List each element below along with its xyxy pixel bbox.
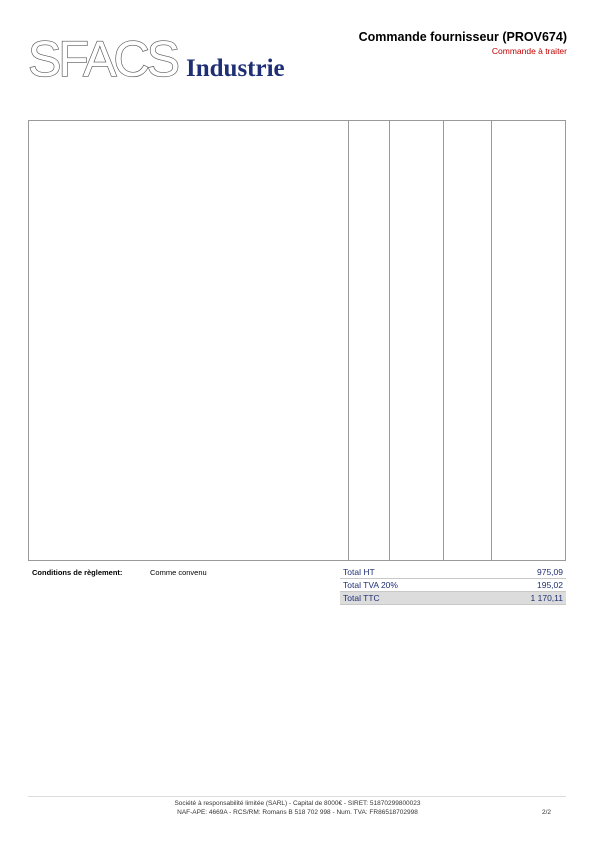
footer-legal-line-1: Société à responsabilité limitée (SARL) - Capital de 8000€ - SIRET: 51870299800023: [174, 800, 421, 807]
footer-divider: [28, 796, 566, 797]
payment-terms-label: Conditions de règlement:: [32, 568, 123, 577]
logo-subtitle: Industrie: [186, 55, 285, 82]
payment-terms-value: Comme convenu: [150, 568, 207, 577]
page-number: 2/2: [541, 809, 551, 816]
logo-wordmark: SFACS: [28, 31, 177, 87]
column-divider: [491, 121, 492, 560]
total-ttc-value: 1 170,11: [530, 593, 563, 603]
column-divider: [389, 121, 390, 560]
column-divider: [348, 121, 349, 560]
column-divider: [443, 121, 444, 560]
total-ttc-label: Total TTC: [343, 593, 380, 603]
footer-legal-line-2: NAF-APE: 4669A - RCS/RM: Romans B 518 702 998 - Num. TVA: FR86518702998: [177, 809, 418, 816]
order-lines-table: [28, 120, 566, 561]
totals-block: [340, 566, 566, 605]
total-ht-label: Total HT: [343, 567, 375, 577]
total-ttc-row: [340, 592, 566, 605]
total-ht-value: 975,09: [537, 567, 563, 577]
total-tva-row: [340, 579, 566, 592]
total-ht-row: [340, 566, 566, 579]
total-tva-value: 195,02: [537, 580, 563, 590]
document-title: Commande fournisseur (PROV674): [358, 30, 567, 44]
total-tva-label: Total TVA 20%: [343, 580, 398, 590]
company-logo: [28, 30, 318, 88]
document-status: Commande à traiter: [491, 46, 567, 56]
